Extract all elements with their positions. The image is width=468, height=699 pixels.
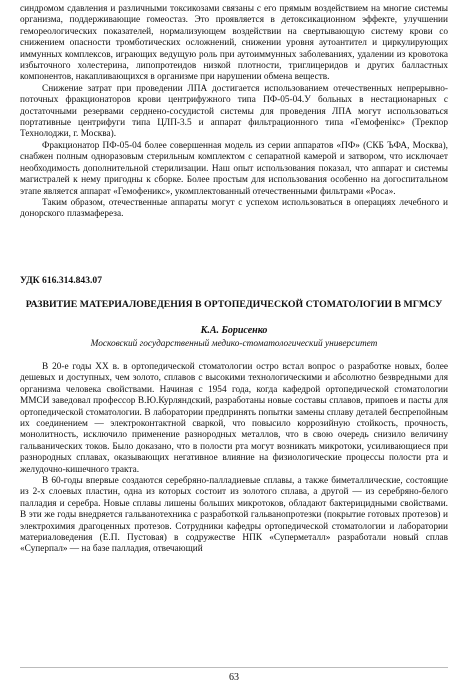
footer-divider — [20, 667, 448, 668]
author-name: К.А. Борисенко — [200, 325, 268, 337]
document-page — [20, 4, 448, 556]
paragraph: Фракционатор ПФ-05-04 более совершенная модель из серии аппаратов «ПФ» (СКБ ЪФА, Москва), снабжен полным одноразовым стерильным комплектом с сепаратной камерой и затвором, что исключает необходимость дополнительной стерилизации. Наш опыт использования показал, что аппарат и системы магистралей к нему пригодны к сборке. Более простым для использования особенно на догоспитальном этапе является аппарат «Гемофеникс», укомплектованный отечественными фильтрами «Роса». — [20, 140, 448, 197]
article-title: РАЗВИТИЕ МАТЕРИАЛОВЕДЕНИЯ В ОРТОПЕДИЧЕСКОЙ СТОМАТОЛОГИИ В МГМСУ — [25, 299, 443, 311]
paragraph: В 60-годы впервые создаются серебряно-палладиевые сплавы, а также биметаллические, состоящие из 2-х слоевых пластин, одна из которых состоит из золотого сплава, а другой — из серебряно-белого палладия и серебра. Новые сплавы лишены больших микротоков, обладают бактерицидными свойствами. В эти же годы внедряется гальванотехника с разработкой гальванопротезки (покрытие готовых протезов) и электрохимия драгоценных протезов. Сотрудники кафедры ортопедической стоматологии и лаборатории материаловедения (Е.П. Пустовая) в содружестве НПК «Суперметалл» разработали новый сплав «Суперпал» — на базе палладия, отвечающий — [20, 476, 448, 555]
author-affiliation: Московский государственный медико-стоматологический университет — [90, 338, 378, 349]
udk-code: УДК 616.314.843.07 — [20, 274, 102, 286]
paragraph: В 20-е годы XX в. в ортопедической стоматологии остро встал вопрос о разработке новых, более дешевых и доступных, чем золото, сплавов с высокими технологическими и абсолютно безвредными для организма человека свойствами. Начиная с 1954 года, когда кафедрой ортопедической стоматологии ММСИ заведовал профессор В.Ю.Курляндский, разработаны новые составы сплавов, припоев и пасты для ортопедической стоматологии. В лаборатории предпринять попытки замены сплаву деталей беспрепойным их соединением — электроконтактной сваркой, что повысило коррозийную стойкость, прочность, монолитность, исключило применение разнородных металлов, что в свою очередь снизило величину гальванических токов. Было доказано, что в полости рта могут возникать микротоки, усиливающиеся при разнородных сплавах, оказывающих негативное влияние на физиологические процессы полости рта и желудочно-кишечного тракта. — [20, 361, 448, 475]
paragraph: синдромом сдавления и различными токсикозами связаны с его прямым воздействием на многие системы организма, поддерживающие гомеостаз. Это проявляется в детоксикационном эффекте, улучшении гемореологических показателей, нормализующем воздействии на свертывающую систему крови со снижением опасности тромботических осложнений, снижении уровня аутоантител и циркулирующих иммунных комплексов, играющих ведущую роль при аутоиммунных заболеваниях, удалении из кровотока избыточного холестерина, липопротеидов низкой плотности, триглицеридов и других балластных компонентов, накапливающихся в организме при нарушении обмена веществ. — [20, 4, 448, 83]
page-number: 63 — [229, 672, 239, 683]
paragraph: Снижение затрат при проведении ЛПА достигается использованием отечественных непрерывно-поточных фракционаторов крови центрифужного типа ПФ-05-04.У больных в нестационарных с достаточными резервами серднено-сосудистой системы для проведения ЛПА могут использоваться портативные центрифуги типа ЦЛП-3.5 и аппарат фильтрационного типа «Гемофенікс» (Трекпор Технолоджи, г. Москва). — [20, 83, 448, 140]
article-1 — [20, 4, 448, 221]
article-2 — [20, 275, 448, 556]
paragraph: Таким образом, отечественные аппараты могут с успехом использоваться в операциях лечебного и донорского плазмафереза. — [20, 197, 448, 220]
